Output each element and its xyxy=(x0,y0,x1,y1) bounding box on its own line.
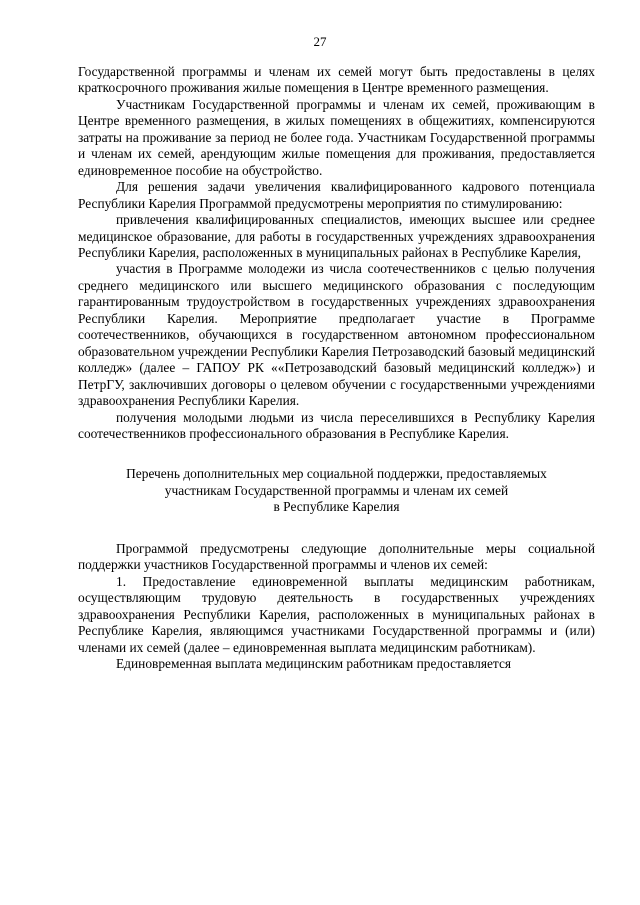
paragraph: Участникам Государственной программы и членам их семей, проживающим в Центре временного размещения, в жилых помещениях в общежитиях, компенсируются затраты на проживание за период не более года. Участникам Государственной программы и членам их семей, арендующим жилые помещения для проживания, предоставляется единовременное пособие на обустройство. xyxy=(78,96,595,178)
list-item-paragraph: получения молодыми людьми из числа переселившихся в Республику Карелия соотечественников профессионального образования в Республике Карелия. xyxy=(78,409,595,441)
paragraph: Государственной программы и членам их семей могут быть предоставлены в целях краткосрочного проживания жилые помещения в Центре временного размещения. xyxy=(78,64,595,96)
paragraph: 1. Предоставление единовременной выплаты медицинским работникам, осуществляющим трудовую деятельность в государственных учреждениях здравоохранения Республики Карелия, расположенных в муниципальных районах в Республике Карелия, являющимся участниками Государственной программы и (или) членами их семей (далее – единовременная выплата медицинским работникам). xyxy=(78,573,595,655)
section-heading-line: участникам Государственной программы и членам их семей xyxy=(164,482,509,498)
list-item-paragraph: участия в Программе молодежи из числа соотечественников с целью получения среднего медицинского или высшего медицинского образования с последующим гарантированным трудоустройством в государственных учреждениях здравоохранения Республики Карелия. Мероприятие предполагает участие в Программе соотечественников, обучающихся в государственном автономном профессиональном образовательном учреждении Республики Карелия Петрозаводский базовый медицинский колледж» (далее – ГАПОУ РК ««Петрозаводский базовый медицинский колледж») и ПетрГУ, заключивших договоры о целевом обучении с государственными учреждениями здравоохранения Республики Карелия. xyxy=(78,261,595,409)
paragraph: Единовременная выплата медицинским работникам предоставляется xyxy=(116,655,512,671)
paragraph: Программой предусмотрены следующие дополнительные меры социальной поддержки участников Государственной программы и членов их семей: xyxy=(78,540,595,573)
section-heading-line: Перечень дополнительных мер социальной поддержки, предоставляемых xyxy=(126,466,547,482)
paragraph: Для решения задачи увеличения квалифицированного кадрового потенциала Республики Карелия Программой предусмотрены мероприятия по стимулированию: xyxy=(78,179,595,211)
document-body xyxy=(78,64,595,672)
section-heading-line: в Республике Карелия xyxy=(273,499,400,515)
section-heading xyxy=(78,466,595,515)
page-number: 27 xyxy=(313,34,327,49)
list-item-paragraph: привлечения квалифицированных специалистов, имеющих высшее или среднее медицинское образование, для работы в государственных учреждениях здравоохранения Республики Карелия, расположенных в муниципальных районах в Республике Карелия, xyxy=(78,212,595,260)
